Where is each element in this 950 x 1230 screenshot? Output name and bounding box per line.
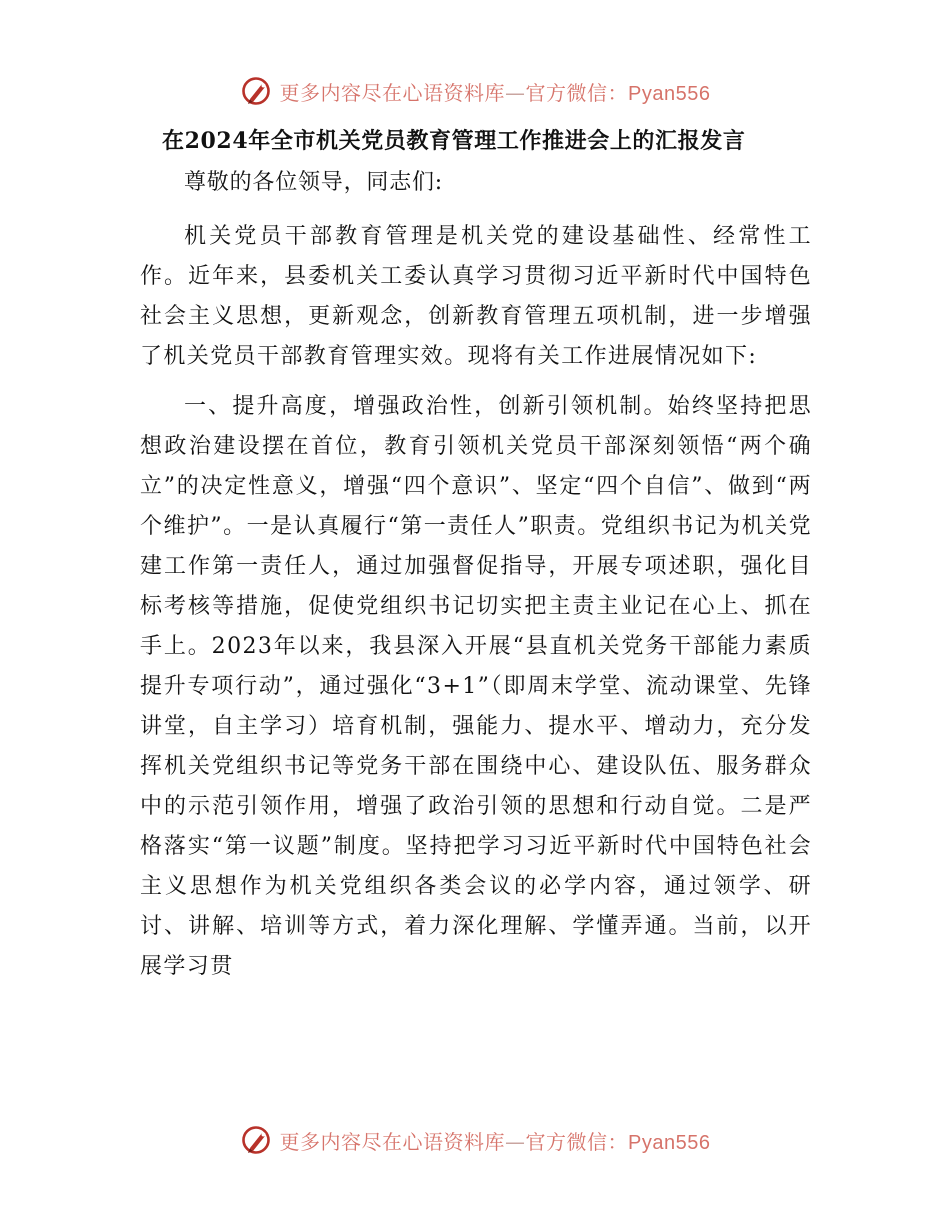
watermark-wechat-label: 官方微信： [525,1129,629,1154]
pen-circle-logo-icon [240,75,272,107]
watermark-header [0,71,950,111]
watermark-text [280,1126,711,1155]
document-title: 在2024年全市机关党员教育管理工作推进会上的汇报发言 [162,128,746,154]
watermark-wechat-id: Pyan556 [628,1131,711,1154]
paragraph-section-one: 一、提升高度，增强政治性，创新引领机制。始终坚持把思想政治建设摆在首位，教育引领机关党员干部深刻领悟“两个确立”的决定性意义，增强“四个意识”、坚定“四个自信”、做到“两个维护”。一是认真履行“第一责任人”职责。党组织书记为机关党建工作第一责任人，通过加强督促指导，开展专项述职，强化目标考核等措施，促使党组织书记切实把主责主业记在心上、抓在手上。2023年以来，我县深入开展“县直机关党务干部能力素质提升专项行动”，通过强化“3+1”（即周末学堂、流动课堂、先锋讲堂，自主学习）培育机制，强能力、提水平、增动力，充分发挥机关党组织书记等党务干部在围绕中心、建设队伍、服务群众中的示范引领作用，增强了政治引领的思想和行动自觉。二是严格落实“第一议题”制度。坚持把学习习近平新时代中国特色社会主义思想作为机关党组织各类会议的必学内容，通过领学、研讨、讲解、培训等方式，着力深化理解、学懂弄通。当前，以开展学习贯 [140,394,812,979]
watermark-main-text: 更多内容尽在心语资料库 [279,80,506,105]
salutation: 尊敬的各位领导，同志们: [184,170,444,195]
watermark-footer [0,1120,950,1160]
watermark-wechat-id: Pyan556 [628,82,711,105]
pen-circle-logo-icon [240,1124,272,1156]
watermark-dash: — [505,80,526,105]
watermark-wechat-label: 官方微信： [525,80,629,105]
watermark-text [280,77,711,106]
paragraph-intro: 机关党员干部教育管理是机关党的建设基础性、经常性工作。近年来，县委机关工委认真学习贯彻习近平新时代中国特色社会主义思想，更新观念，创新教育管理五项机制，进一步增强了机关党员干部教育管理实效。现将有关工作进展情况如下: [140,224,812,369]
document-body [140,121,812,987]
watermark-dash: — [505,1129,526,1154]
watermark-main-text: 更多内容尽在心语资料库 [279,1129,506,1154]
